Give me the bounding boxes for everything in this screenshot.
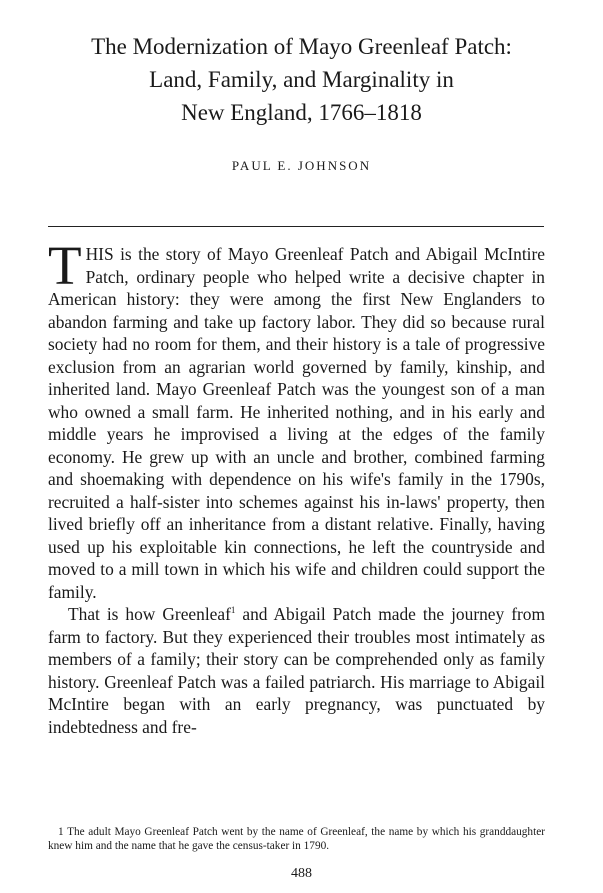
footnote (48, 826, 545, 853)
title-line-3: New England, 1766–1818 (181, 100, 422, 125)
footnote-reference[interactable]: 1 (230, 605, 236, 616)
paragraph-2-text-end: and Abigail Patch made the journey from farm to factory. But they experienced their troubles most intimately as members of a family; their story can be comprehended only as family history. Greenleaf Patch was a failed patriarch. His marriage to Abigail McIntire began with an early pregnancy, was punctuated by indebtedness and fre- (48, 604, 545, 737)
paragraph-1-text: is the story of Mayo Greenleaf Patch and Abigail McIntire Patch, ordinary people who helped write a decisive chapter in American history: they were among the first New Englanders to abandon farming and take up factory labor. They did so because rural society had no room for them, and their history is a tale of progressive exclusion from an agrarian world governed by family, kinship, and inherited land. Mayo Greenleaf Patch was the youngest son of a man who owned a small farm. He inherited nothing, and in his early and middle years he improvised a living at the edges of the family economy. He grew up with an uncle and brother, combined farming and shoemaking with dependence on his wife's family in the 1790s, recruited a half-sister into schemes against his in-laws' property, then lived briefly off an inheritance from a distant relative. Finally, having used up his exploitable kin connections, he left the countryside and moved to a mill town in which his wife and children could support the family. (48, 244, 545, 602)
lead-word: HIS (85, 244, 114, 264)
article-title (40, 30, 563, 129)
footnote-number: 1 (58, 826, 64, 838)
footnote-text: The adult Mayo Greenleaf Patch went by the name of Greenleaf, the name by which his granddaughter knew him and the name that he gave the census-taker in 1790. (48, 826, 545, 852)
title-line-1: The Modernization of Mayo Greenleaf Patch: (91, 34, 512, 59)
paragraph-2-text-start: That is how Greenleaf (68, 604, 231, 624)
title-line-2: Land, Family, and Marginality in (149, 67, 454, 92)
header-divider (48, 226, 544, 227)
page-number: 488 (291, 866, 312, 881)
author-name: PAUL E. JOHNSON (231, 158, 372, 173)
drop-cap: T (48, 235, 82, 296)
paragraph-1 (48, 235, 545, 603)
article-body (48, 235, 545, 738)
paragraph-2 (48, 603, 545, 738)
